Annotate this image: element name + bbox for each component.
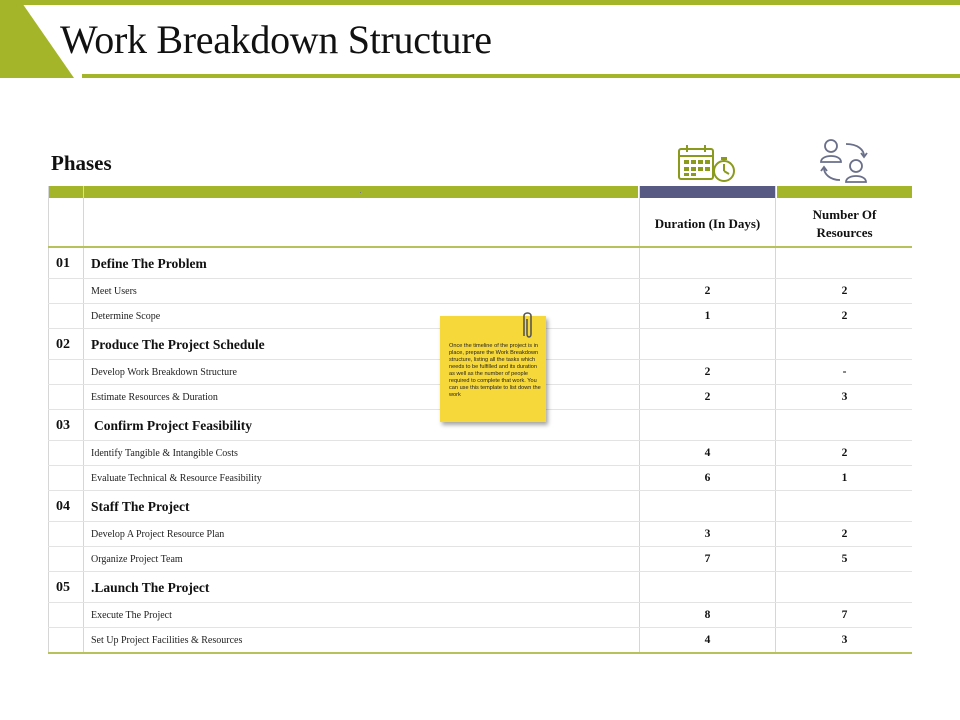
grid-line bbox=[639, 186, 640, 653]
task-duration: 8 bbox=[704, 609, 711, 621]
task-name: Identify Tangible & Intangible Costs bbox=[91, 448, 238, 459]
grid-line bbox=[775, 186, 776, 653]
task-resources: 7 bbox=[841, 609, 848, 621]
task-resources: 3 bbox=[841, 391, 848, 403]
column-header-resources bbox=[777, 206, 912, 242]
task-name: Execute The Project bbox=[91, 610, 172, 621]
task-name: Develop A Project Resource Plan bbox=[91, 529, 225, 540]
task-duration: 4 bbox=[704, 447, 711, 459]
header-divider bbox=[48, 246, 912, 248]
table-header-bar-duration bbox=[640, 186, 775, 198]
phase-number: 01 bbox=[56, 256, 70, 271]
row-divider bbox=[48, 303, 912, 304]
column-header-resources-line2: Resources bbox=[816, 225, 873, 240]
table-bottom-line bbox=[48, 652, 912, 654]
task-name: Organize Project Team bbox=[91, 554, 183, 565]
row-divider bbox=[48, 440, 912, 441]
calendar-stopwatch-icon bbox=[676, 143, 740, 185]
title-underline bbox=[82, 74, 960, 78]
sticky-note-text: Once the timeline of the project is in place, prepare the Work Breakdown structure, listing all the tasks which needs to be fulfilled and its duration as well as the number of people required to complete that work. You can use this template to list down the work bbox=[449, 343, 541, 398]
phase-title: .Launch The Project bbox=[91, 580, 210, 595]
task-resources: - bbox=[842, 366, 847, 378]
task-resources: 2 bbox=[841, 528, 848, 540]
task-resources: 2 bbox=[841, 310, 848, 322]
task-duration: 3 bbox=[704, 528, 711, 540]
phase-title: Define The Problem bbox=[91, 256, 207, 271]
phases-heading: Phases bbox=[51, 151, 112, 175]
paperclip-icon bbox=[520, 310, 534, 342]
task-duration: 2 bbox=[704, 366, 711, 378]
task-duration: 2 bbox=[704, 391, 711, 403]
task-resources: 5 bbox=[841, 553, 848, 565]
phase-number: 04 bbox=[56, 499, 70, 514]
task-resources: 2 bbox=[841, 447, 848, 459]
column-header-duration: Duration (In Days) bbox=[654, 216, 761, 231]
task-name: Meet Users bbox=[91, 286, 137, 297]
slide-title: Work Breakdown Structure bbox=[60, 17, 492, 62]
table-header-bar-resources bbox=[777, 186, 912, 198]
task-resources: 3 bbox=[841, 634, 848, 646]
grid-line bbox=[83, 186, 84, 653]
task-resources: 2 bbox=[841, 285, 848, 297]
phase-number: 03 bbox=[56, 418, 70, 433]
task-name: Evaluate Technical & Resource Feasibility bbox=[91, 473, 262, 484]
header-dot bbox=[360, 192, 361, 193]
phase-number: 05 bbox=[56, 580, 70, 595]
task-duration: 2 bbox=[704, 285, 711, 297]
phase-title: Staff The Project bbox=[91, 499, 190, 514]
task-duration: 7 bbox=[704, 553, 711, 565]
row-divider bbox=[48, 490, 912, 491]
task-duration: 1 bbox=[704, 310, 711, 322]
task-name: Estimate Resources & Duration bbox=[91, 392, 218, 403]
task-duration: 4 bbox=[704, 634, 711, 646]
row-divider bbox=[48, 627, 912, 628]
row-divider bbox=[48, 465, 912, 466]
task-name: Determine Scope bbox=[91, 311, 161, 322]
task-resources: 1 bbox=[841, 472, 848, 484]
task-name: Set Up Project Facilities & Resources bbox=[91, 635, 243, 646]
people-exchange-icon bbox=[818, 136, 870, 186]
row-divider bbox=[48, 571, 912, 572]
row-divider bbox=[48, 546, 912, 547]
row-divider bbox=[48, 521, 912, 522]
phase-title: Confirm Project Feasibility bbox=[94, 418, 252, 433]
row-divider bbox=[48, 278, 912, 279]
row-divider bbox=[48, 602, 912, 603]
phase-title: Produce The Project Schedule bbox=[91, 337, 265, 352]
header-accent-line bbox=[0, 0, 960, 5]
phase-number: 02 bbox=[56, 337, 70, 352]
table-header-bar-phases bbox=[48, 186, 638, 198]
column-header-resources-line1: Number Of bbox=[812, 207, 877, 222]
task-duration: 6 bbox=[704, 472, 711, 484]
task-name: Develop Work Breakdown Structure bbox=[91, 367, 237, 378]
